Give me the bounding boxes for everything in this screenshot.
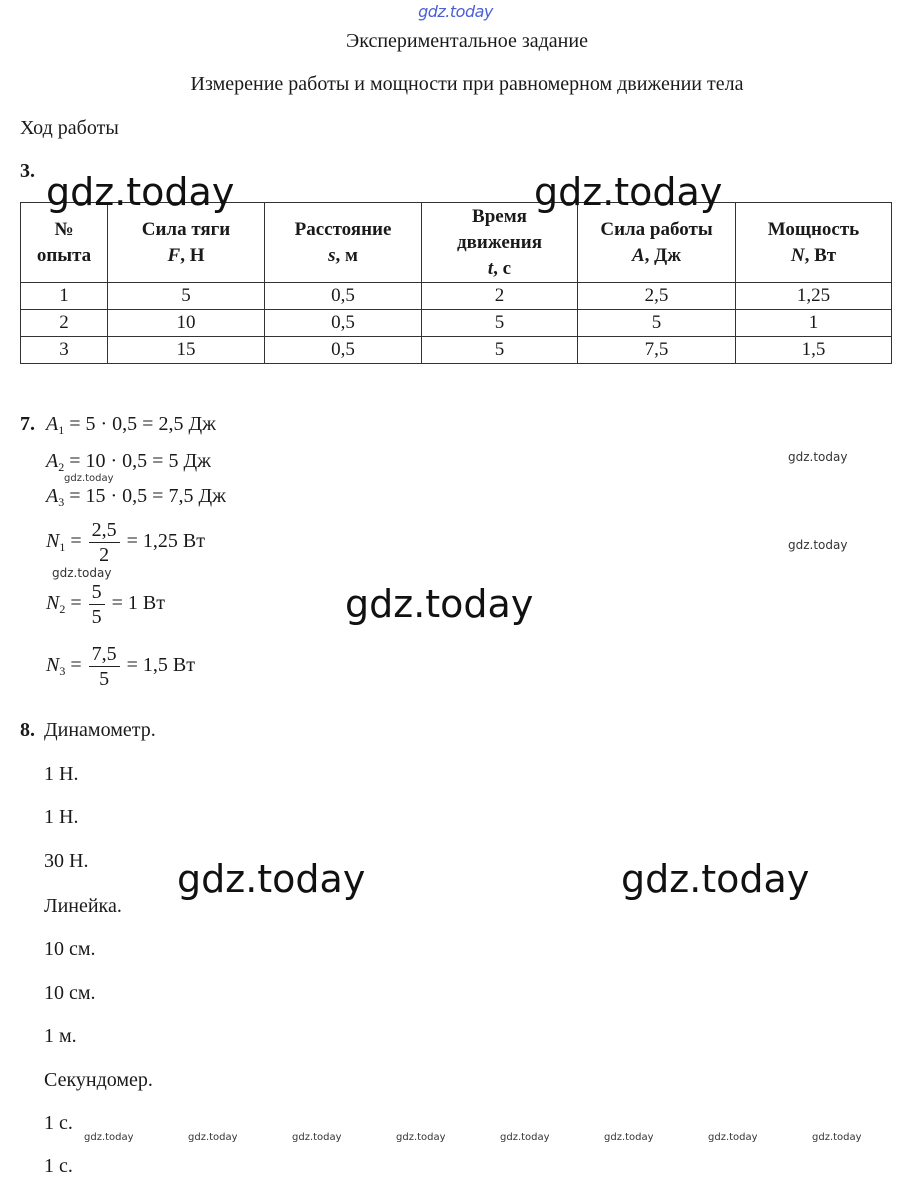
watermark: gdz.today bbox=[188, 1132, 238, 1143]
watermark: gdz.today bbox=[177, 857, 366, 901]
answer-item: 1 Н. bbox=[44, 763, 79, 785]
table-cell: 5 bbox=[422, 310, 578, 337]
watermark-top: gdz.today bbox=[418, 2, 493, 21]
table-row bbox=[21, 337, 892, 364]
question-3-number: 3. bbox=[20, 160, 35, 182]
table-header-row bbox=[21, 203, 892, 283]
formula-n3: $N_3$ = $\frac{7,5}{5}$ = 1,5 Вт bbox=[46, 643, 195, 690]
formula-n2: $N_2$ = $\frac{5}{5}$ = 1 Вт bbox=[46, 581, 165, 628]
watermark: gdz.today bbox=[812, 1132, 862, 1143]
answer-item: 1 с. bbox=[44, 1112, 73, 1134]
watermark: gdz.today bbox=[46, 170, 235, 214]
table-cell: 0,5 bbox=[265, 310, 422, 337]
header-time: Время движения t, с bbox=[422, 203, 578, 283]
table-cell: 15 bbox=[108, 337, 265, 364]
table-cell: 5 bbox=[578, 310, 736, 337]
watermark: gdz.today bbox=[604, 1132, 654, 1143]
table-cell: 3 bbox=[21, 337, 108, 364]
table-cell: 2,5 bbox=[578, 283, 736, 310]
header-force: Сила тяги F, Н bbox=[108, 203, 265, 283]
watermark: gdz.today bbox=[534, 170, 723, 214]
answer-item: 30 Н. bbox=[44, 850, 89, 872]
watermark: gdz.today bbox=[64, 473, 114, 484]
progress-label: Ход работы bbox=[20, 117, 119, 139]
watermark: gdz.today bbox=[52, 566, 112, 580]
table-cell: 5 bbox=[108, 283, 265, 310]
results-table bbox=[20, 202, 892, 364]
answer-item: Линейка. bbox=[44, 895, 122, 917]
watermark: gdz.today bbox=[788, 450, 848, 464]
table-cell: 2 bbox=[21, 310, 108, 337]
page-subtitle: Измерение работы и мощности при равномерном движении тела bbox=[190, 73, 744, 95]
watermark: gdz.today bbox=[500, 1132, 550, 1143]
formula-n1: $N_1$ = $\frac{2,5}{2}$ = 1,25 Вт bbox=[46, 519, 205, 566]
header-experiment-number: № опыта bbox=[21, 203, 108, 283]
answer-item: 1 Н. bbox=[44, 806, 79, 828]
formula-a1: $A_1 = 5 \cdot 0,5 = 2,5$ Дж bbox=[46, 413, 216, 437]
watermark: gdz.today bbox=[84, 1132, 134, 1143]
table-cell: 10 bbox=[108, 310, 265, 337]
header-distance: Расстояние s, м bbox=[265, 203, 422, 283]
answer-item: 10 см. bbox=[44, 938, 96, 960]
watermark: gdz.today bbox=[396, 1132, 446, 1143]
watermark: gdz.today bbox=[345, 582, 534, 626]
table-cell: 1 bbox=[736, 310, 892, 337]
answer-item: 10 см. bbox=[44, 982, 96, 1004]
table-cell: 5 bbox=[422, 337, 578, 364]
watermark: gdz.today bbox=[708, 1132, 758, 1143]
watermark: gdz.today bbox=[788, 538, 848, 552]
table-cell: 0,5 bbox=[265, 337, 422, 364]
table-cell: 1 bbox=[21, 283, 108, 310]
question-7-number: 7. bbox=[20, 413, 35, 435]
question-8-number: 8. bbox=[20, 719, 35, 741]
table-cell: 2 bbox=[422, 283, 578, 310]
table-cell: 1,25 bbox=[736, 283, 892, 310]
answer-item: 1 с. bbox=[44, 1155, 73, 1177]
table-row bbox=[21, 310, 892, 337]
table-cell: 0,5 bbox=[265, 283, 422, 310]
formula-a2: $A_2 = 10 \cdot 0,5 = 5$ Дж bbox=[46, 450, 211, 474]
page-title: Экспериментальное задание bbox=[346, 30, 588, 52]
watermark: gdz.today bbox=[621, 857, 810, 901]
answer-item: 1 м. bbox=[44, 1025, 77, 1047]
answer-item: Секундомер. bbox=[44, 1069, 153, 1091]
header-work: Сила работы A, Дж bbox=[578, 203, 736, 283]
formula-a3: $A_3 = 15 \cdot 0,5 = 7,5$ Дж bbox=[46, 485, 226, 509]
table-row bbox=[21, 283, 892, 310]
table-cell: 1,5 bbox=[736, 337, 892, 364]
watermark: gdz.today bbox=[292, 1132, 342, 1143]
answer-item: Динамометр. bbox=[44, 719, 156, 741]
header-power: Мощность N, Вт bbox=[736, 203, 892, 283]
table-cell: 7,5 bbox=[578, 337, 736, 364]
